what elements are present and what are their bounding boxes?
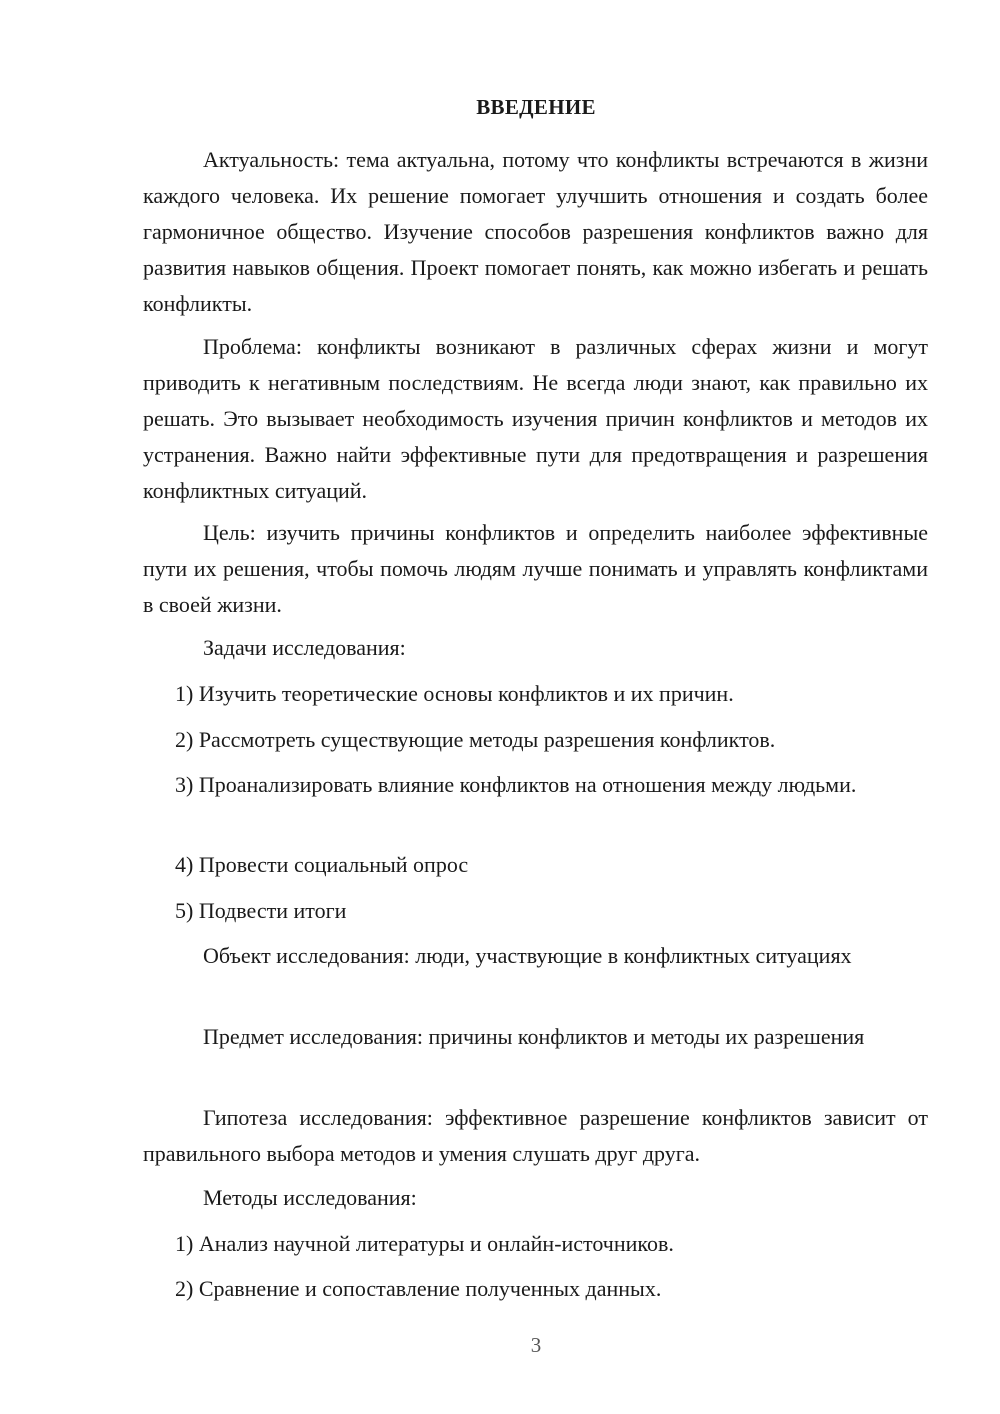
subject-paragraph: Предмет исследования: причины конфликтов и методы их разрешения — [203, 1024, 865, 1049]
page-title: ВВЕДЕНИЕ — [476, 95, 596, 119]
task-item-2: 2) Рассмотреть существующие методы разрешения конфликтов. — [175, 727, 776, 752]
hypothesis-paragraph: Гипотеза исследования: эффективное разрешение конфликтов зависит от правильного выбора методов и умения слушать друг друга. — [143, 1105, 928, 1166]
methods-heading: Методы исследования: — [203, 1185, 417, 1210]
task-item-4: 4) Провести социальный опрос — [175, 852, 469, 877]
method-item-1: 1) Анализ научной литературы и онлайн-источников. — [175, 1231, 674, 1256]
tasks-heading: Задачи исследования: — [203, 635, 406, 660]
task-item-3: 3) Проанализировать влияние конфликтов на отношения между людьми. — [175, 772, 857, 797]
object-paragraph: Объект исследования: люди, участвующие в конфликтных ситуациях — [203, 943, 852, 968]
task-item-1: 1) Изучить теоретические основы конфликтов и их причин. — [175, 681, 734, 706]
task-item-5: 5) Подвести итоги — [175, 898, 347, 923]
method-item-2: 2) Сравнение и сопоставление полученных данных. — [175, 1276, 662, 1301]
relevance-paragraph: Актуальность: тема актуальна, потому что конфликты встречаются в жизни каждого человека. Их решение помогает улучшить отношения и создать более гармоничное общество. Изучение способов разрешения конфликтов важно для развития навыков общения. Проект помогает понять, как можно избегать и решать конфликты. — [143, 147, 928, 316]
problem-paragraph: Проблема: конфликты возникают в различных сферах жизни и могут приводить к негативным последствиям. Не всегда люди знают, как правильно их решать. Это вызывает необходимость изучения причин конфликтов и методов их устранения. Важно найти эффективные пути для предотвращения и разрешения конфликтных ситуаций. — [143, 334, 928, 503]
goal-paragraph: Цель: изучить причины конфликтов и определить наиболее эффективные пути их решения, чтобы помочь людям лучше понимать и управлять конфликтами в своей жизни. — [143, 520, 928, 617]
page-number: 3 — [530, 1333, 542, 1357]
